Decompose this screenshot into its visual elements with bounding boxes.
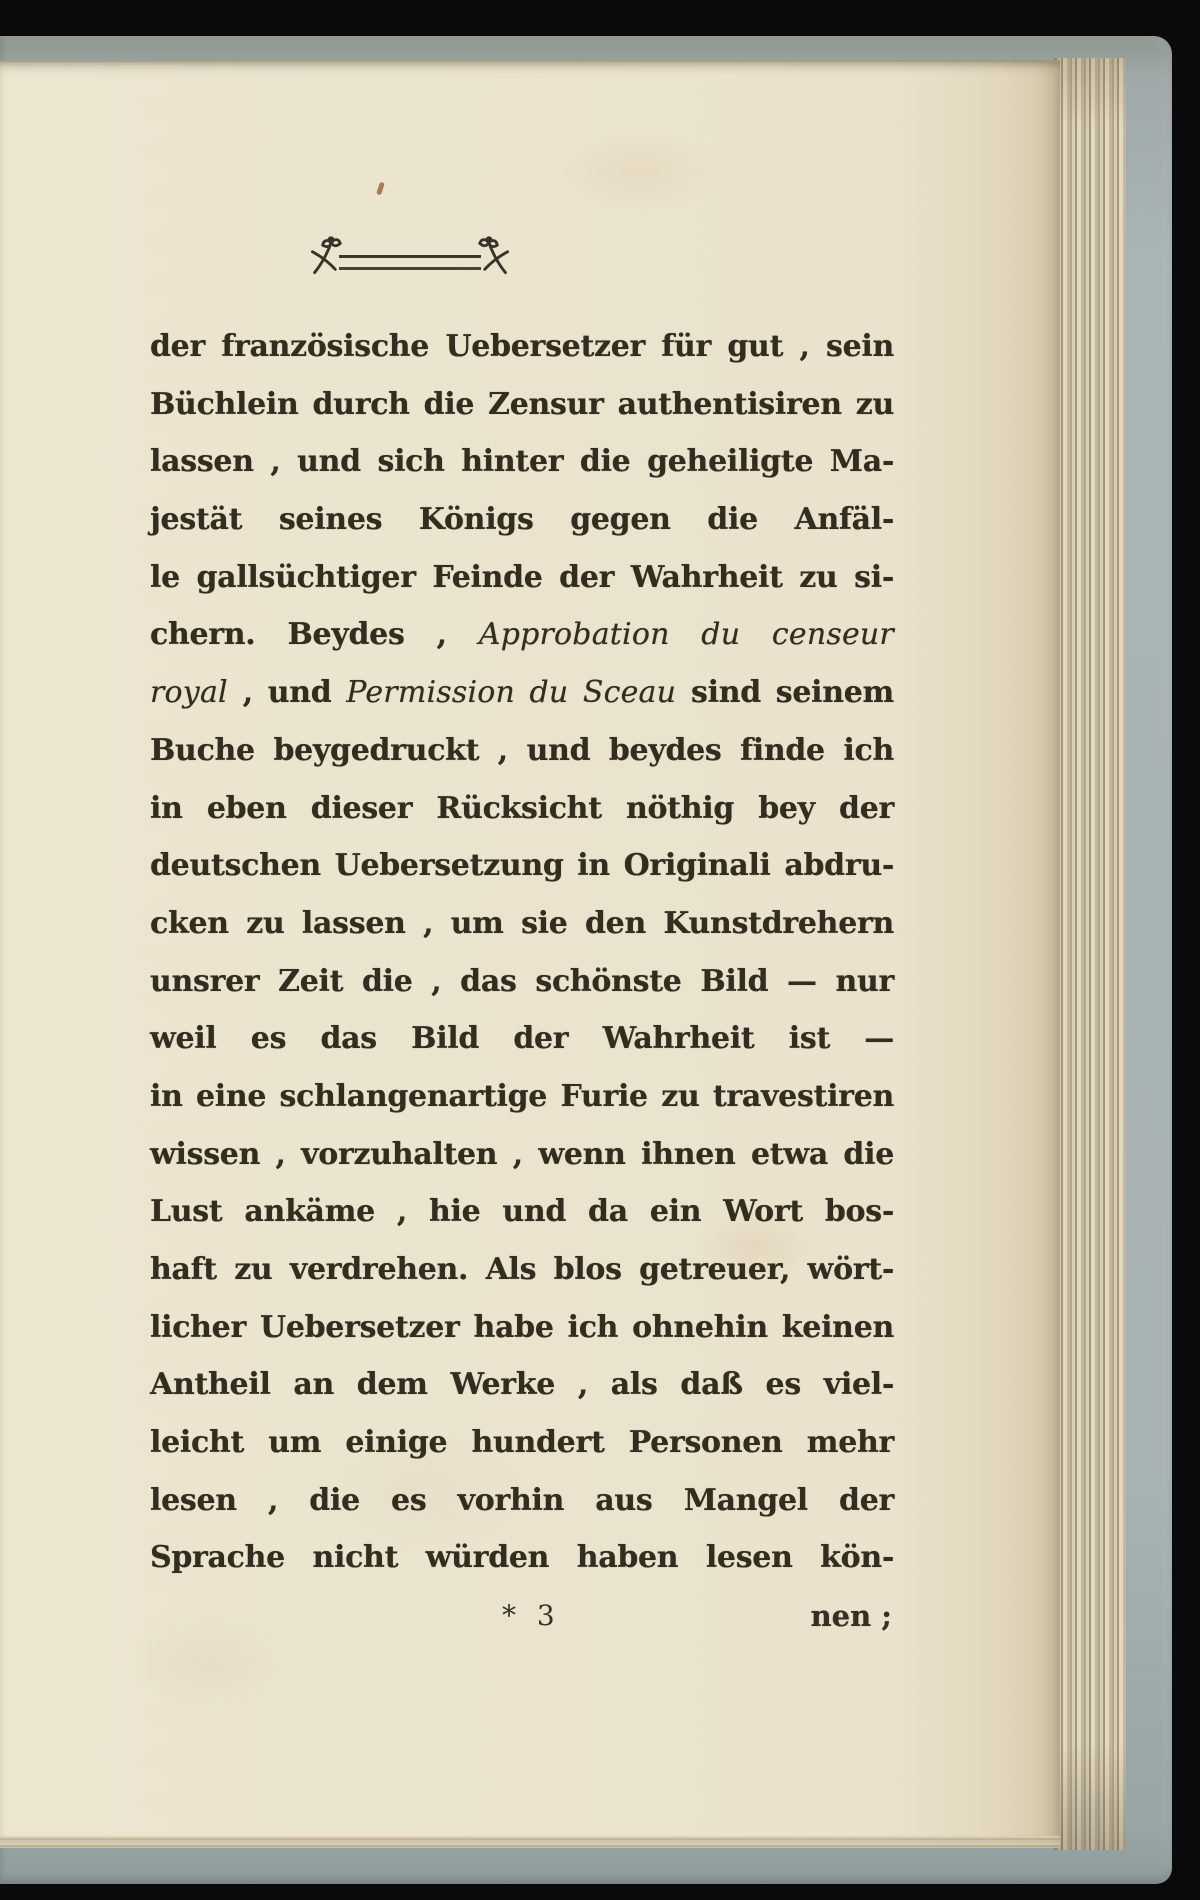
latin-italic-segment: Permission du Sceau <box>346 675 677 711</box>
text-segment: chern. Beydes , <box>150 617 479 653</box>
text-segment: Lust ankäme , hie und da ein Wort bos- <box>150 1194 894 1230</box>
paper-fleck <box>376 182 385 196</box>
text-segment: licher Uebersetzer habe ich ohnehin keinen <box>150 1309 894 1345</box>
text-segment: unsrer Zeit die , das schönste Bild — nur <box>150 963 894 999</box>
text-line <box>150 1010 894 1068</box>
text-segment: in eben dieser Rücksicht nöthig bey der <box>150 790 894 826</box>
text-line <box>150 1472 894 1530</box>
text-line <box>150 1068 894 1126</box>
text-line <box>150 376 894 434</box>
text-line <box>150 722 894 780</box>
header-ornament <box>305 230 515 282</box>
text-line <box>150 491 894 549</box>
text-segment: Büchlein durch die Zensur authentisiren zu <box>150 386 894 422</box>
text-block <box>150 318 894 1645</box>
text-segment: sind seinem <box>676 675 894 711</box>
text-line <box>150 1126 894 1184</box>
text-line <box>150 780 894 838</box>
text-segment: wissen , vorzuhalten , wenn ihnen etwa die <box>150 1136 894 1172</box>
signature-mark: * 3 <box>502 1599 561 1633</box>
book-page <box>0 60 1060 1848</box>
text-line <box>150 953 894 1011</box>
text-line <box>150 1414 894 1472</box>
text-segment: le gallsüchtiger Feinde der Wahrheit zu si- <box>150 559 894 595</box>
text-segment: weil es das Bild der Wahrheit ist — <box>150 1021 894 1057</box>
text-segment: , und <box>227 675 347 711</box>
text-line <box>150 1183 894 1241</box>
catchword: nen ; <box>810 1599 892 1634</box>
latin-italic-segment: royal <box>150 675 228 711</box>
text-segment: lesen , die es vorhin aus Mangel der <box>150 1482 894 1518</box>
text-line <box>150 318 894 376</box>
text-segment: der französische Uebersetzer für gut , sein <box>150 329 894 364</box>
text-segment: Sprache nicht würden haben lesen kön- <box>150 1540 894 1576</box>
text-line <box>150 1356 894 1414</box>
text-segment: leicht um einige hundert Personen mehr <box>150 1425 894 1461</box>
text-line <box>150 837 894 895</box>
text-line <box>150 606 894 664</box>
text-line <box>150 895 894 953</box>
text-segment: deutschen Uebersetzung in Originali abdru- <box>150 848 894 884</box>
text-segment: cken zu lassen , um sie den Kunstdrehern <box>150 905 894 941</box>
text-segment: Buche beygedruckt , und beydes finde ich <box>150 732 894 768</box>
text-segment: Antheil an dem Werke , als daß es viel- <box>150 1367 894 1403</box>
text-segment: haft zu verdrehen. Als blos getreuer, wört- <box>150 1252 894 1287</box>
text-line <box>150 664 894 722</box>
double-rule <box>339 255 481 270</box>
text-segment: in eine schlangenartige Furie zu travestiren <box>150 1078 894 1114</box>
text-line <box>150 433 894 491</box>
text-segment: jestät seines Königs gegen die Anfäl- <box>150 502 894 538</box>
text-segment: lassen , und sich hinter die geheiligte Ma- <box>150 444 894 480</box>
signature-line <box>150 1587 894 1645</box>
text-line <box>150 1529 894 1587</box>
text-line <box>150 1299 894 1357</box>
latin-italic-segment: Approbation du censeur <box>478 617 894 653</box>
fleuron-icon-right <box>473 232 517 280</box>
text-line <box>150 549 894 607</box>
page-bottom-edge <box>0 1836 1060 1848</box>
page-fore-edge <box>1054 58 1126 1850</box>
text-line <box>150 1241 894 1299</box>
